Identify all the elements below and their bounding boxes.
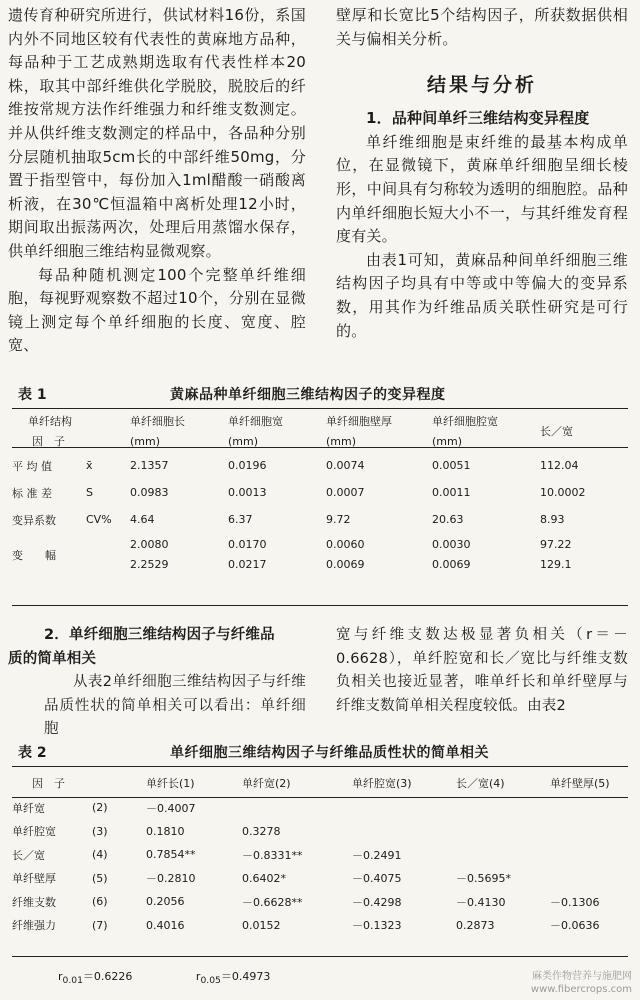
table-cell: －0.4007 <box>146 801 196 815</box>
table-cell: －0.1323 <box>352 919 402 933</box>
table-cell: 0.2873 <box>456 918 495 932</box>
table-cell: 0.0196 <box>228 459 267 472</box>
footnote-value: ＝0.6226 <box>82 970 133 983</box>
section2-right-paragraph: 宽与纤维支数达极显著负相关（r＝－0.6628），单纤腔宽和长／宽比与纤维支数负相关也接近显著，唯单纤长和单纤壁厚与纤维支数简单相关程度较低。由表2 <box>336 627 628 714</box>
table1-col-header-unit: (mm) <box>228 435 259 448</box>
table-cell: 10.0002 <box>540 486 586 499</box>
row-name: 标 准 差 <box>12 486 52 500</box>
table-cell: 0.0007 <box>326 486 365 499</box>
footnote-value: ＝0.4973 <box>220 970 271 983</box>
right-paragraph-2: 由表1可知，黄麻品种间单纤细胞三维结构因子均具有中等或中等偏大的变异系数，用其作为纤维品质关联性研究是可行的。 <box>336 250 628 340</box>
range-min: 2.0080 <box>130 538 169 551</box>
table2-col-header: 单纤宽(2) <box>242 777 291 790</box>
table1-title: 黄麻品种单纤细胞三维结构因子的变异程度 <box>170 387 446 403</box>
table-cell <box>550 796 628 820</box>
range-max: 0.0069 <box>326 558 365 571</box>
table-cell <box>456 843 550 867</box>
table-row <box>12 479 628 506</box>
left-paragraph-2: 每品种随机测定100个完整单纤维细胞，每视野观察数不超过10个，分别在显微镜上测定每个单纤细胞的长度、宽度、腔宽、 <box>8 265 306 355</box>
table1-label: 表 1 <box>18 387 47 403</box>
table-cell: 8.93 <box>540 513 565 526</box>
row-name: 单纤壁厚 <box>12 872 56 886</box>
table-cell <box>540 533 628 577</box>
row-name: 纤维强力 <box>12 919 56 933</box>
row-name: 长／宽 <box>12 848 45 862</box>
table-cell <box>456 796 550 820</box>
table2 <box>12 770 628 937</box>
range-max: 0.0069 <box>432 558 471 571</box>
table-cell: 0.3278 <box>242 824 281 838</box>
table-cell: 0.0011 <box>432 486 471 499</box>
subsection-heading-2-line1: 2．单纤细胞三维结构因子与纤维品 <box>44 627 275 643</box>
table-row <box>12 506 628 533</box>
row-index: (4) <box>92 848 108 862</box>
table-cell: 2.1357 <box>130 459 169 472</box>
table-cell: 9.72 <box>326 513 351 526</box>
table-cell <box>352 820 456 844</box>
table2-col-header: 单纤长(1) <box>146 777 195 790</box>
footnote-subscript: 0.05 <box>200 975 221 987</box>
table1-bottom-rule <box>12 605 628 606</box>
table-cell <box>326 533 432 577</box>
footnote-symbol: r <box>195 970 201 983</box>
table-cell: －0.4130 <box>456 895 506 909</box>
table1-corner-line2: 因 子 <box>32 435 65 448</box>
table-cell: －0.2810 <box>146 872 196 886</box>
table2-top-rule <box>12 766 628 767</box>
table-cell: －0.4075 <box>352 872 402 886</box>
table-row <box>12 820 628 844</box>
row-index: (5) <box>92 871 108 885</box>
watermark <box>531 970 632 996</box>
table1-col-header-unit: (mm) <box>326 435 357 448</box>
table-row <box>12 533 628 577</box>
row-name: 单纤腔宽 <box>12 825 56 839</box>
row-index: (2) <box>92 801 108 815</box>
table-row <box>12 843 628 867</box>
table1-col-header <box>540 412 628 452</box>
table2-bottom-rule <box>12 956 628 957</box>
section2-left <box>8 624 306 742</box>
footnote-subscript: 0.01 <box>62 975 83 987</box>
table1-header-row <box>12 412 628 452</box>
table1-col-header-unit: (mm) <box>432 435 463 448</box>
table-cell: 0.6402* <box>242 871 286 885</box>
range-min: 0.0030 <box>432 538 471 551</box>
table-cell: 0.0051 <box>432 459 471 472</box>
table-cell <box>130 533 228 577</box>
table-cell: －0.4298 <box>352 895 402 909</box>
table2-col-header: 单纤壁厚(5) <box>550 777 610 790</box>
table-cell <box>456 820 550 844</box>
table-cell: 0.1810 <box>146 824 185 838</box>
table1-col-header <box>432 412 540 452</box>
footnote-symbol: r <box>58 970 63 983</box>
section2-right <box>336 624 628 718</box>
row-index: (3) <box>92 824 108 838</box>
range-min: 0.0060 <box>326 538 365 551</box>
watermark-line2: www.fibercrops.com <box>530 984 632 995</box>
row-symbol: x̄ <box>86 459 93 472</box>
table2-footnote <box>58 968 330 986</box>
table2-col-header: 单纤腔宽(3) <box>352 777 412 790</box>
row-symbol: CV% <box>86 513 112 526</box>
table1-col-header-unit: (mm) <box>130 435 161 448</box>
range-max: 0.0217 <box>228 558 267 571</box>
table-cell: 0.0074 <box>326 459 365 472</box>
table-cell: 0.7854** <box>146 848 196 862</box>
table-cell <box>550 820 628 844</box>
table1-col-header <box>326 412 432 452</box>
row-name: 纤维支数 <box>12 895 56 909</box>
range-max: 129.1 <box>540 558 572 571</box>
table-cell: －0.0636 <box>550 919 600 933</box>
footnote-r005 <box>195 970 271 987</box>
section-heading: 结果与分析 <box>426 74 537 97</box>
table-row <box>12 452 628 479</box>
table2-col-header: 长／宽(4) <box>456 777 505 790</box>
table-cell: 0.0013 <box>228 486 267 499</box>
table-cell: －0.8331** <box>242 848 303 862</box>
table-cell <box>432 533 540 577</box>
table1-col-header-name: 单纤细胞宽 <box>228 415 283 428</box>
left-paragraph-1: 遗传育种研究所进行，供试材料16份，系国内外不同地区较有代表性的黄麻地方品种，每品种于工艺成熟期选取有代表性样本20株，取其中部纤维供化学脱胶，脱胶后的纤维按常规方法作纤维强力和纤维支数测定。并从供纤维支数测定的样品中，各品种分别分层随机抽取5cm长的中部纤维50mg，分置于指型管中，每份加入1ml醋酸一硝酸离析液，在30℃恒温箱中离析处理12小时，期间取出振荡两次，处理后用蒸馏水保存，供单纤细胞三维结构显微观察。 <box>8 6 306 260</box>
table1-col-header-name: 单纤细胞腔宽 <box>432 415 498 428</box>
table-cell: －0.5695* <box>456 872 511 886</box>
table-cell: 6.37 <box>228 513 253 526</box>
table1-col-header <box>228 412 326 452</box>
table-cell <box>550 867 628 891</box>
table2-corner-header: 因 子 <box>32 777 65 790</box>
table1 <box>12 412 628 577</box>
table-cell <box>228 533 326 577</box>
table1-corner-line1: 单纤结构 <box>28 415 72 428</box>
table-cell: 0.4016 <box>146 918 185 932</box>
table-cell: 0.0983 <box>130 486 169 499</box>
footnote-r001 <box>58 970 133 987</box>
table-cell: －0.2491 <box>352 848 402 862</box>
row-name: 单纤宽 <box>12 801 45 815</box>
range-min: 97.22 <box>540 538 572 551</box>
table2-header-row <box>12 770 628 796</box>
range-min: 0.0170 <box>228 538 267 551</box>
row-name: 变异系数 <box>12 513 56 527</box>
right-column <box>336 4 628 343</box>
table1-col-header-name: 长／宽 <box>540 425 573 438</box>
table-cell <box>242 796 352 820</box>
subsection-heading-1: 1．品种间单纤三维结构变异程度 <box>366 109 590 128</box>
table-row <box>12 867 628 891</box>
range-max: 2.2529 <box>130 558 169 571</box>
row-index: (6) <box>92 895 108 909</box>
right-paragraph-1: 单纤维细胞是束纤维的最基本构成单位，在显微镜下，黄麻单纤细胞呈细长棱形，中间具有匀称较为透明的细胞腔。品种内单纤细胞长短大小不一，与其纤维发育程度有关。 <box>336 132 628 246</box>
table-cell: 4.64 <box>130 513 155 526</box>
subsection-heading-2-line2: 质的简单相关 <box>8 650 97 667</box>
right-intro: 壁厚和长宽比5个结构因子，所获数据供相关与偏相关分析。 <box>336 6 628 48</box>
table2-label: 表 2 <box>18 745 47 761</box>
table-cell <box>550 843 628 867</box>
table-cell: 20.63 <box>432 513 464 526</box>
left-column <box>8 4 306 358</box>
table1-col-header-name: 单纤细胞壁厚 <box>326 415 392 428</box>
table-row <box>12 890 628 914</box>
row-name: 变 幅 <box>12 549 56 562</box>
table-cell: －0.1306 <box>550 895 600 909</box>
row-name: 平 均 值 <box>12 459 52 473</box>
table-cell: 0.2056 <box>146 895 185 909</box>
row-index: (7) <box>92 918 108 932</box>
table1-top-rule <box>12 408 628 409</box>
watermark-line1: 麻类作物营养与施肥网 <box>532 971 632 982</box>
table2-title: 单纤细胞三维结构因子与纤维品质性状的简单相关 <box>170 745 489 761</box>
subsection-heading-2 <box>8 624 306 671</box>
table1-corner-header <box>12 412 130 452</box>
table1-col-header <box>130 412 228 452</box>
section2-left-paragraph: 从表2单纤细胞三维结构因子与纤维品质性状的简单相关可以看出：单纤细胞 <box>44 674 306 738</box>
table-row <box>12 796 628 820</box>
table-row <box>12 914 628 938</box>
table-cell: 112.04 <box>540 459 579 472</box>
table-cell: 0.0152 <box>242 918 281 932</box>
row-symbol: S <box>86 486 93 499</box>
table-cell: －0.6628** <box>242 895 303 909</box>
table-cell <box>352 796 456 820</box>
table1-col-header-name: 单纤细胞长 <box>130 415 185 428</box>
